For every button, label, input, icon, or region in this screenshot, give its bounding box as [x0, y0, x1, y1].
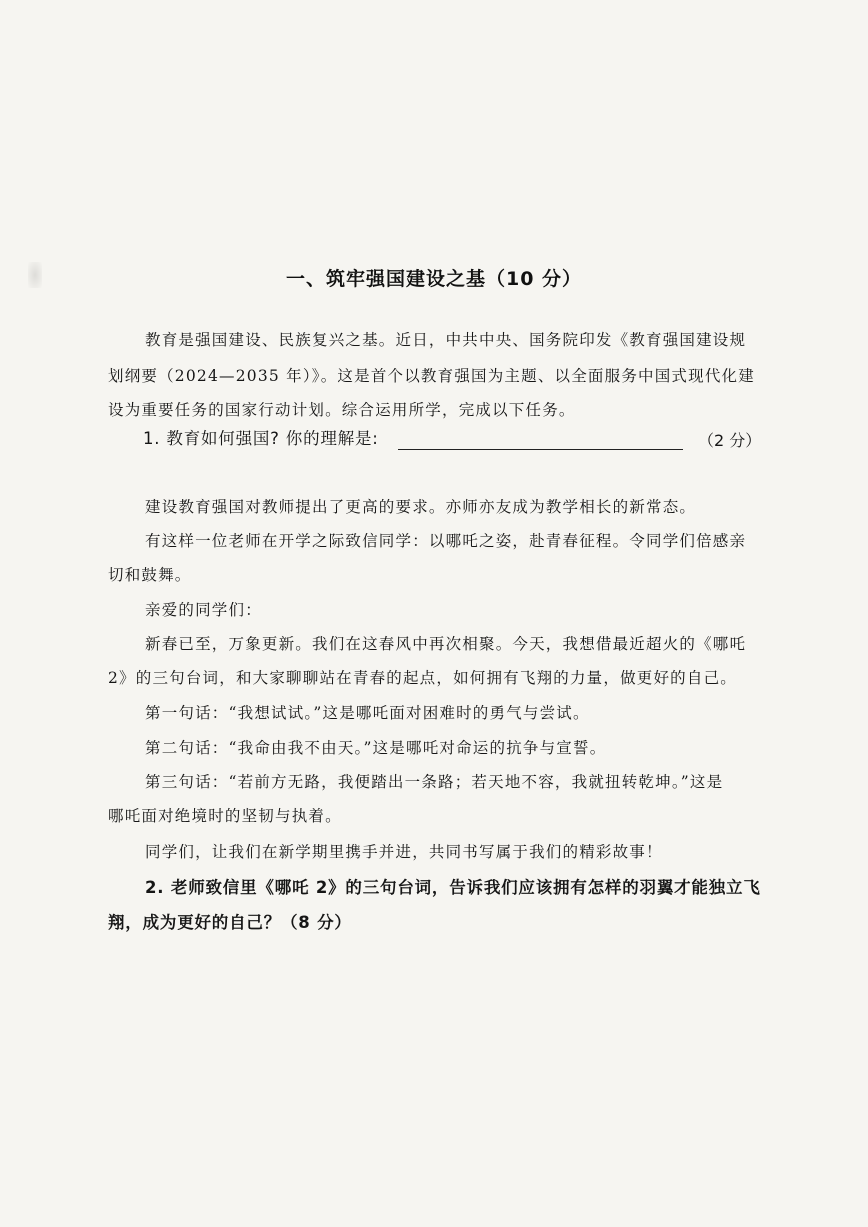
question-1-text: 1. 教育如何强国? 你的理解是:	[143, 429, 379, 448]
intro-line-1: 教育是强国建设、民族复兴之基。近日，中共中央、国务院印发《教育强国建设规	[145, 331, 747, 349]
context-line-2: 有这样一位老师在开学之际致信同学：以哪吒之姿，赴青春征程。令同学们倍感亲	[145, 532, 747, 550]
intro-line-2: 划纲要（2024—2035 年）》。这是首个以教育强国为主题、以全面服务中国式现代化建	[108, 367, 755, 385]
context-line-3: 切和鼓舞。	[108, 566, 192, 584]
question-2-line-2: 翔，成为更好的自己？（8 分）	[108, 913, 352, 932]
letter-closing: 同学们，让我们在新学期里携手并进，共同书写属于我们的精彩故事！	[145, 843, 663, 861]
letter-paragraph-1-line-1: 新春已至，万象更新。我们在这春风中再次相聚。今天，我想借最近超火的《哪吒	[145, 635, 747, 653]
question-1-points: （2 分）	[698, 431, 762, 450]
answer-blank-line[interactable]	[398, 449, 683, 450]
letter-sentence-3-line-2: 哪吒面对绝境时的坚韧与执着。	[108, 807, 342, 825]
letter-greeting: 亲爱的同学们：	[145, 601, 262, 619]
letter-sentence-2: 第二句话：“我命由我不由天。”这是哪吒对命运的抗争与宣誓。	[145, 739, 607, 757]
letter-sentence-1: 第一句话：“我想试试。”这是哪吒面对困难时的勇气与尝试。	[145, 704, 590, 722]
letter-sentence-3-line-1: 第三句话：“若前方无路，我便踏出一条路；若天地不容，我就扭转乾坤。”这是	[145, 773, 724, 791]
question-2-line-1: 2. 老师致信里《哪吒 2》的三句台词，告诉我们应该拥有怎样的羽翼才能独立飞	[145, 878, 761, 897]
context-line-1: 建设教育强国对教师提出了更高的要求。亦师亦友成为教学相长的新常态。	[145, 498, 697, 516]
section-title: 一、筑牢强国建设之基（10 分）	[285, 268, 583, 290]
intro-line-3: 设为重要任务的国家行动计划。综合运用所学，完成以下任务。	[108, 401, 576, 419]
letter-paragraph-1-line-2: 2》的三句台词，和大家聊聊站在青春的起点，如何拥有飞翔的力量，做更好的自己。	[108, 669, 737, 687]
